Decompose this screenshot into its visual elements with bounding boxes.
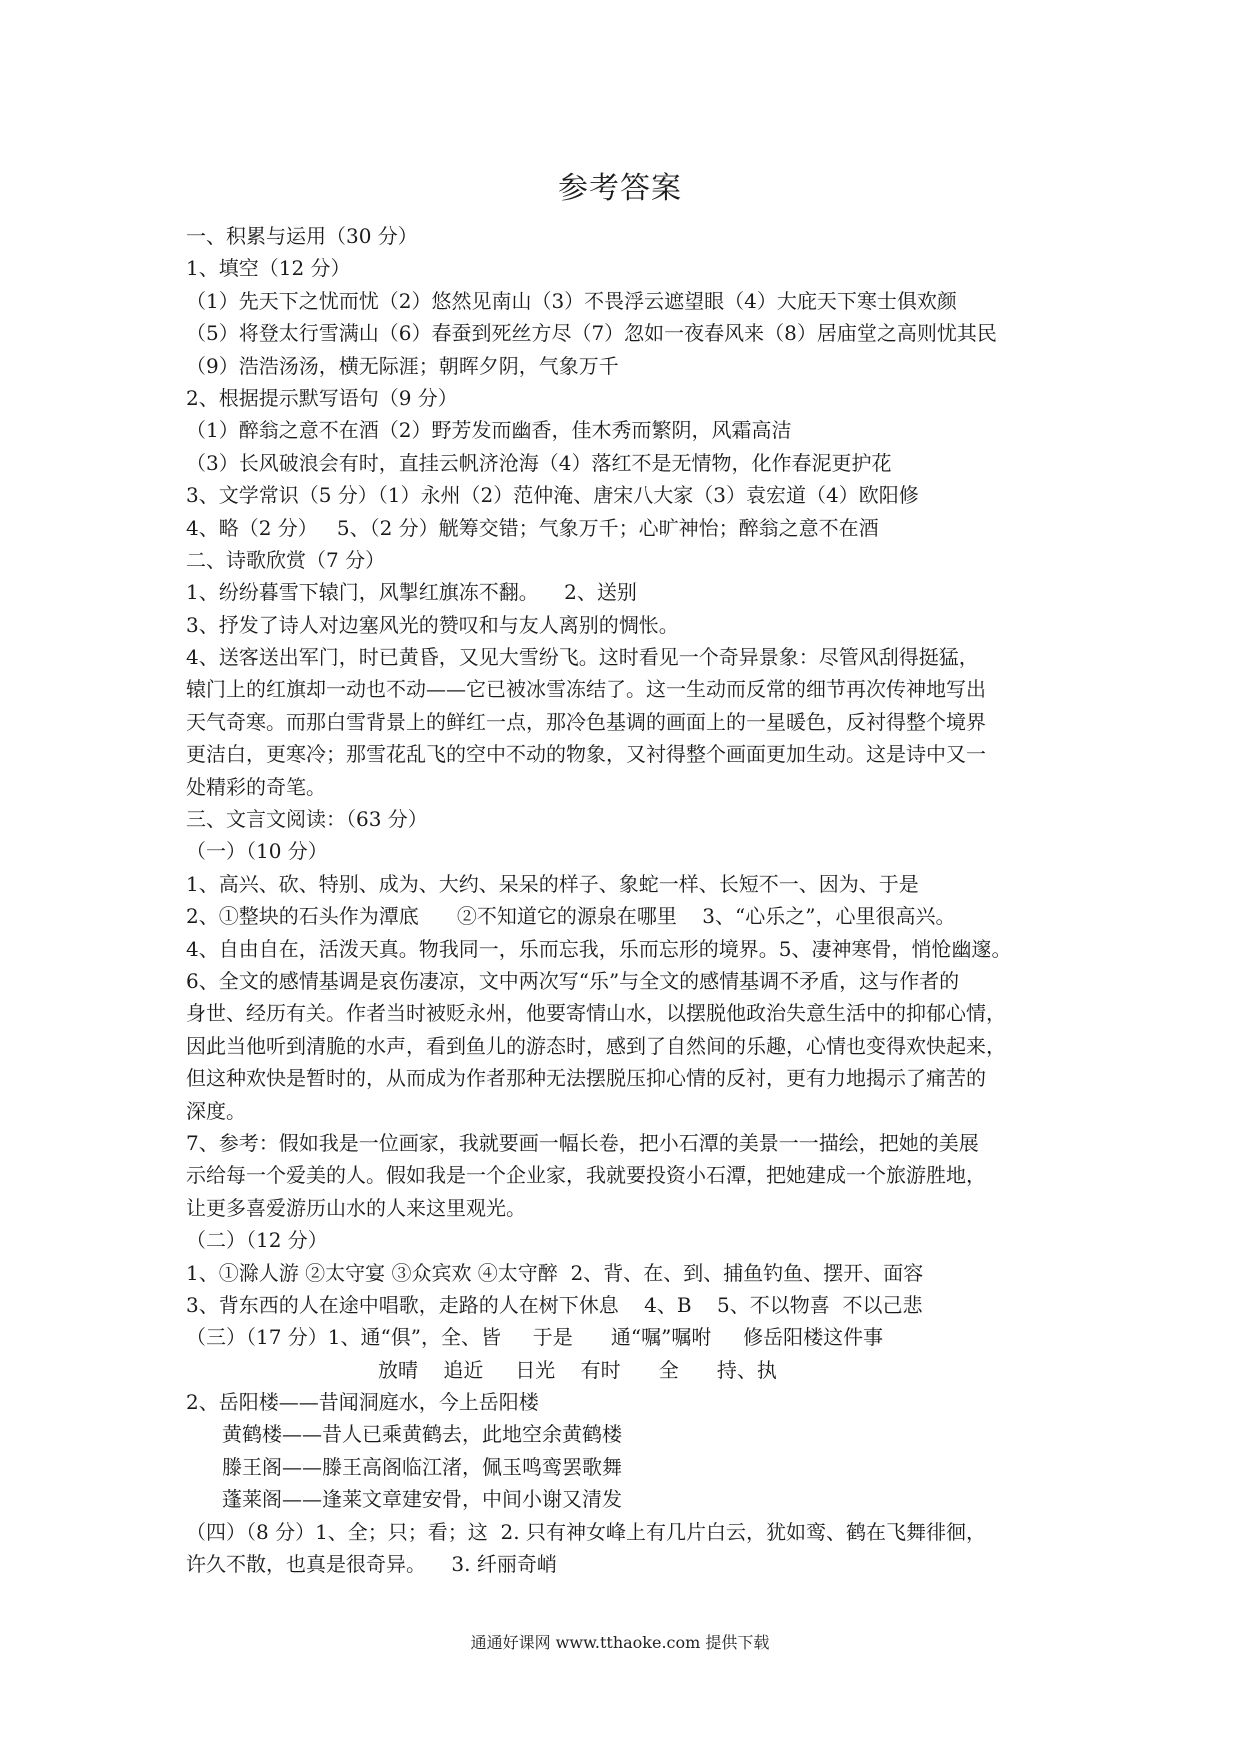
answer-line: 6、全文的感情基调是哀伤凄凉，文中两次写“乐”与全文的感情基调不矛盾，这与作者的 [186,968,960,993]
answer-line: 更洁白，更寒冷；那雪花乱飞的空中不动的物象，又衬得整个画面更加生动。这是诗中又一 [186,742,986,767]
answer-line: 7、参考：假如我是一位画家，我就要画一幅长卷，把小石潭的美景一一描绘，把她的美展 [186,1130,979,1155]
page-title: 参考答案 [558,171,682,206]
answer-line: 一、积累与运用（30 分） [186,224,418,248]
answer-line: 2、岳阳楼——昔闻洞庭水，今上岳阳楼 [186,1390,539,1415]
answer-line: 深度。 [186,1098,246,1123]
answer-line: 1、高兴、砍、特别、成为、大约、呆呆的样子、象蛇一样、长短不一、因为、于是 [186,871,919,896]
answer-line: 三、文言文阅读：（63 分） [186,807,428,832]
answer-line: （四）（8 分）1、全；只；看；这 2. 只有神女峰上有几片白云，犹如鸾、鹤在飞舞徘徊， [186,1519,986,1544]
answer-line: 因此当他听到清脆的水声，看到鱼儿的游态时，感到了自然间的乐趣，心情也变得欢快起来， [186,1033,1006,1058]
answer-line: 4、略（2 分） 5、（2 分）觥筹交错；气象万千；心旷神怡；醉翁之意不在酒 [186,515,879,540]
answer-line: 但这种欢快是暂时的，从而成为作者那种无法摆脱压抑心情的反衬，更有力地揭示了痛苦的 [186,1066,986,1091]
answer-line: （1）醉翁之意不在酒（2）野芳发而幽香，佳木秀而繁阴，风霜高洁 [186,418,792,443]
answer-line: 辕门上的红旗却一动也不动——它已被冰雪冻结了。这一生动而反常的细节再次传神地写出 [186,677,986,702]
answer-line: （5）将登太行雪满山（6）春蚕到死丝方尽（7）忽如一夜春风来（8）居庙堂之高则忧其民 [186,321,997,346]
answer-line: （1）先天下之忧而忧（2）悠然见南山（3）不畏浮云遮望眼（4）大庇天下寒士俱欢颜 [186,288,957,313]
answer-line: 2、①整块的石头作为潭底 ②不知道它的源泉在哪里 3、“心乐之”，心里很高兴。 [186,904,956,929]
answer-line: 示给每一个爱美的人。假如我是一个企业家，我就要投资小石潭，把她建成一个旅游胜地， [186,1163,986,1188]
answer-line: 黄鹤楼——昔人已乘黄鹤去，此地空余黄鹤楼 [222,1422,622,1447]
answer-line: （9）浩浩汤汤，横无际涯；朝晖夕阴，气象万千 [186,353,619,378]
answer-line: （二）（12 分） [186,1228,328,1253]
answer-line: 二、诗歌欣赏（7 分） [186,547,386,572]
answer-line: 滕王阁——滕王高阁临江渚，佩玉鸣鸾罢歌舞 [222,1454,622,1479]
answer-line: （一）（10 分） [186,839,328,864]
answer-line: 3、背东西的人在途中唱歌，走路的人在树下休息 4、B 5、不以物喜 不以己悲 [186,1292,923,1317]
answer-line: 4、自由自在，活泼天真。物我同一，乐而忘我，乐而忘形的境界。5、凄神寒骨，悄怆幽邃。 [186,936,1012,961]
answer-line: 让更多喜爱游历山水的人来这里观光。 [186,1195,526,1220]
answer-line: 身世、经历有关。作者当时被贬永州，他要寄情山水，以摆脱他政治失意生活中的抑郁心情， [186,1001,1006,1026]
answer-line: 2、根据提示默写语句（9 分） [186,385,458,410]
answer-line: 处精彩的奇笔。 [186,774,326,799]
answer-line: 3、文学常识（5 分）（1）永州（2）范仲淹、唐宋八大家（3）袁宏道（4）欧阳修 [186,483,919,508]
answer-line: 4、送客送出军门，时已黄昏，又见大雪纷飞。这时看见一个奇异景象：尽管风刮得挺猛， [186,645,979,670]
answer-line: 1、纷纷暮雪下辕门，风掣红旗冻不翻。 2、送别 [186,580,637,605]
answer-line: 天气奇寒。而那白雪背景上的鲜红一点，那冷色基调的画面上的一星暖色，反衬得整个境界 [186,709,986,734]
answer-line: 放晴 追近 日光 有时 全 持、执 [378,1357,777,1382]
download-footer: 通通好课网 www.tthaoke.com 提供下载 [470,1633,770,1652]
answer-line: 1、①滁人游 ②太守宴 ③众宾欢 ④太守醉 2、背、在、到、捕鱼钓鱼、摆开、面容 [186,1260,924,1285]
answer-content [186,220,1058,1580]
answer-line: （三）（17 分）1、通“俱”，全、皆 于是 通“嘱”嘱咐 修岳阳楼这件事 [186,1325,884,1350]
answer-line: 蓬莱阁——逢莱文章建安骨，中间小谢又清发 [222,1487,622,1512]
answer-line: 许久不散，也真是很奇异。 3. 纤丽奇峭 [186,1552,557,1577]
answer-line: （3）长风破浪会有时，直挂云帆济沧海（4）落红不是无情物，化作春泥更护花 [186,450,892,475]
answer-line: 1、填空（12 分） [186,256,351,281]
answer-line: 3、抒发了诗人对边塞风光的赞叹和与友人离别的惆怅。 [186,612,679,637]
